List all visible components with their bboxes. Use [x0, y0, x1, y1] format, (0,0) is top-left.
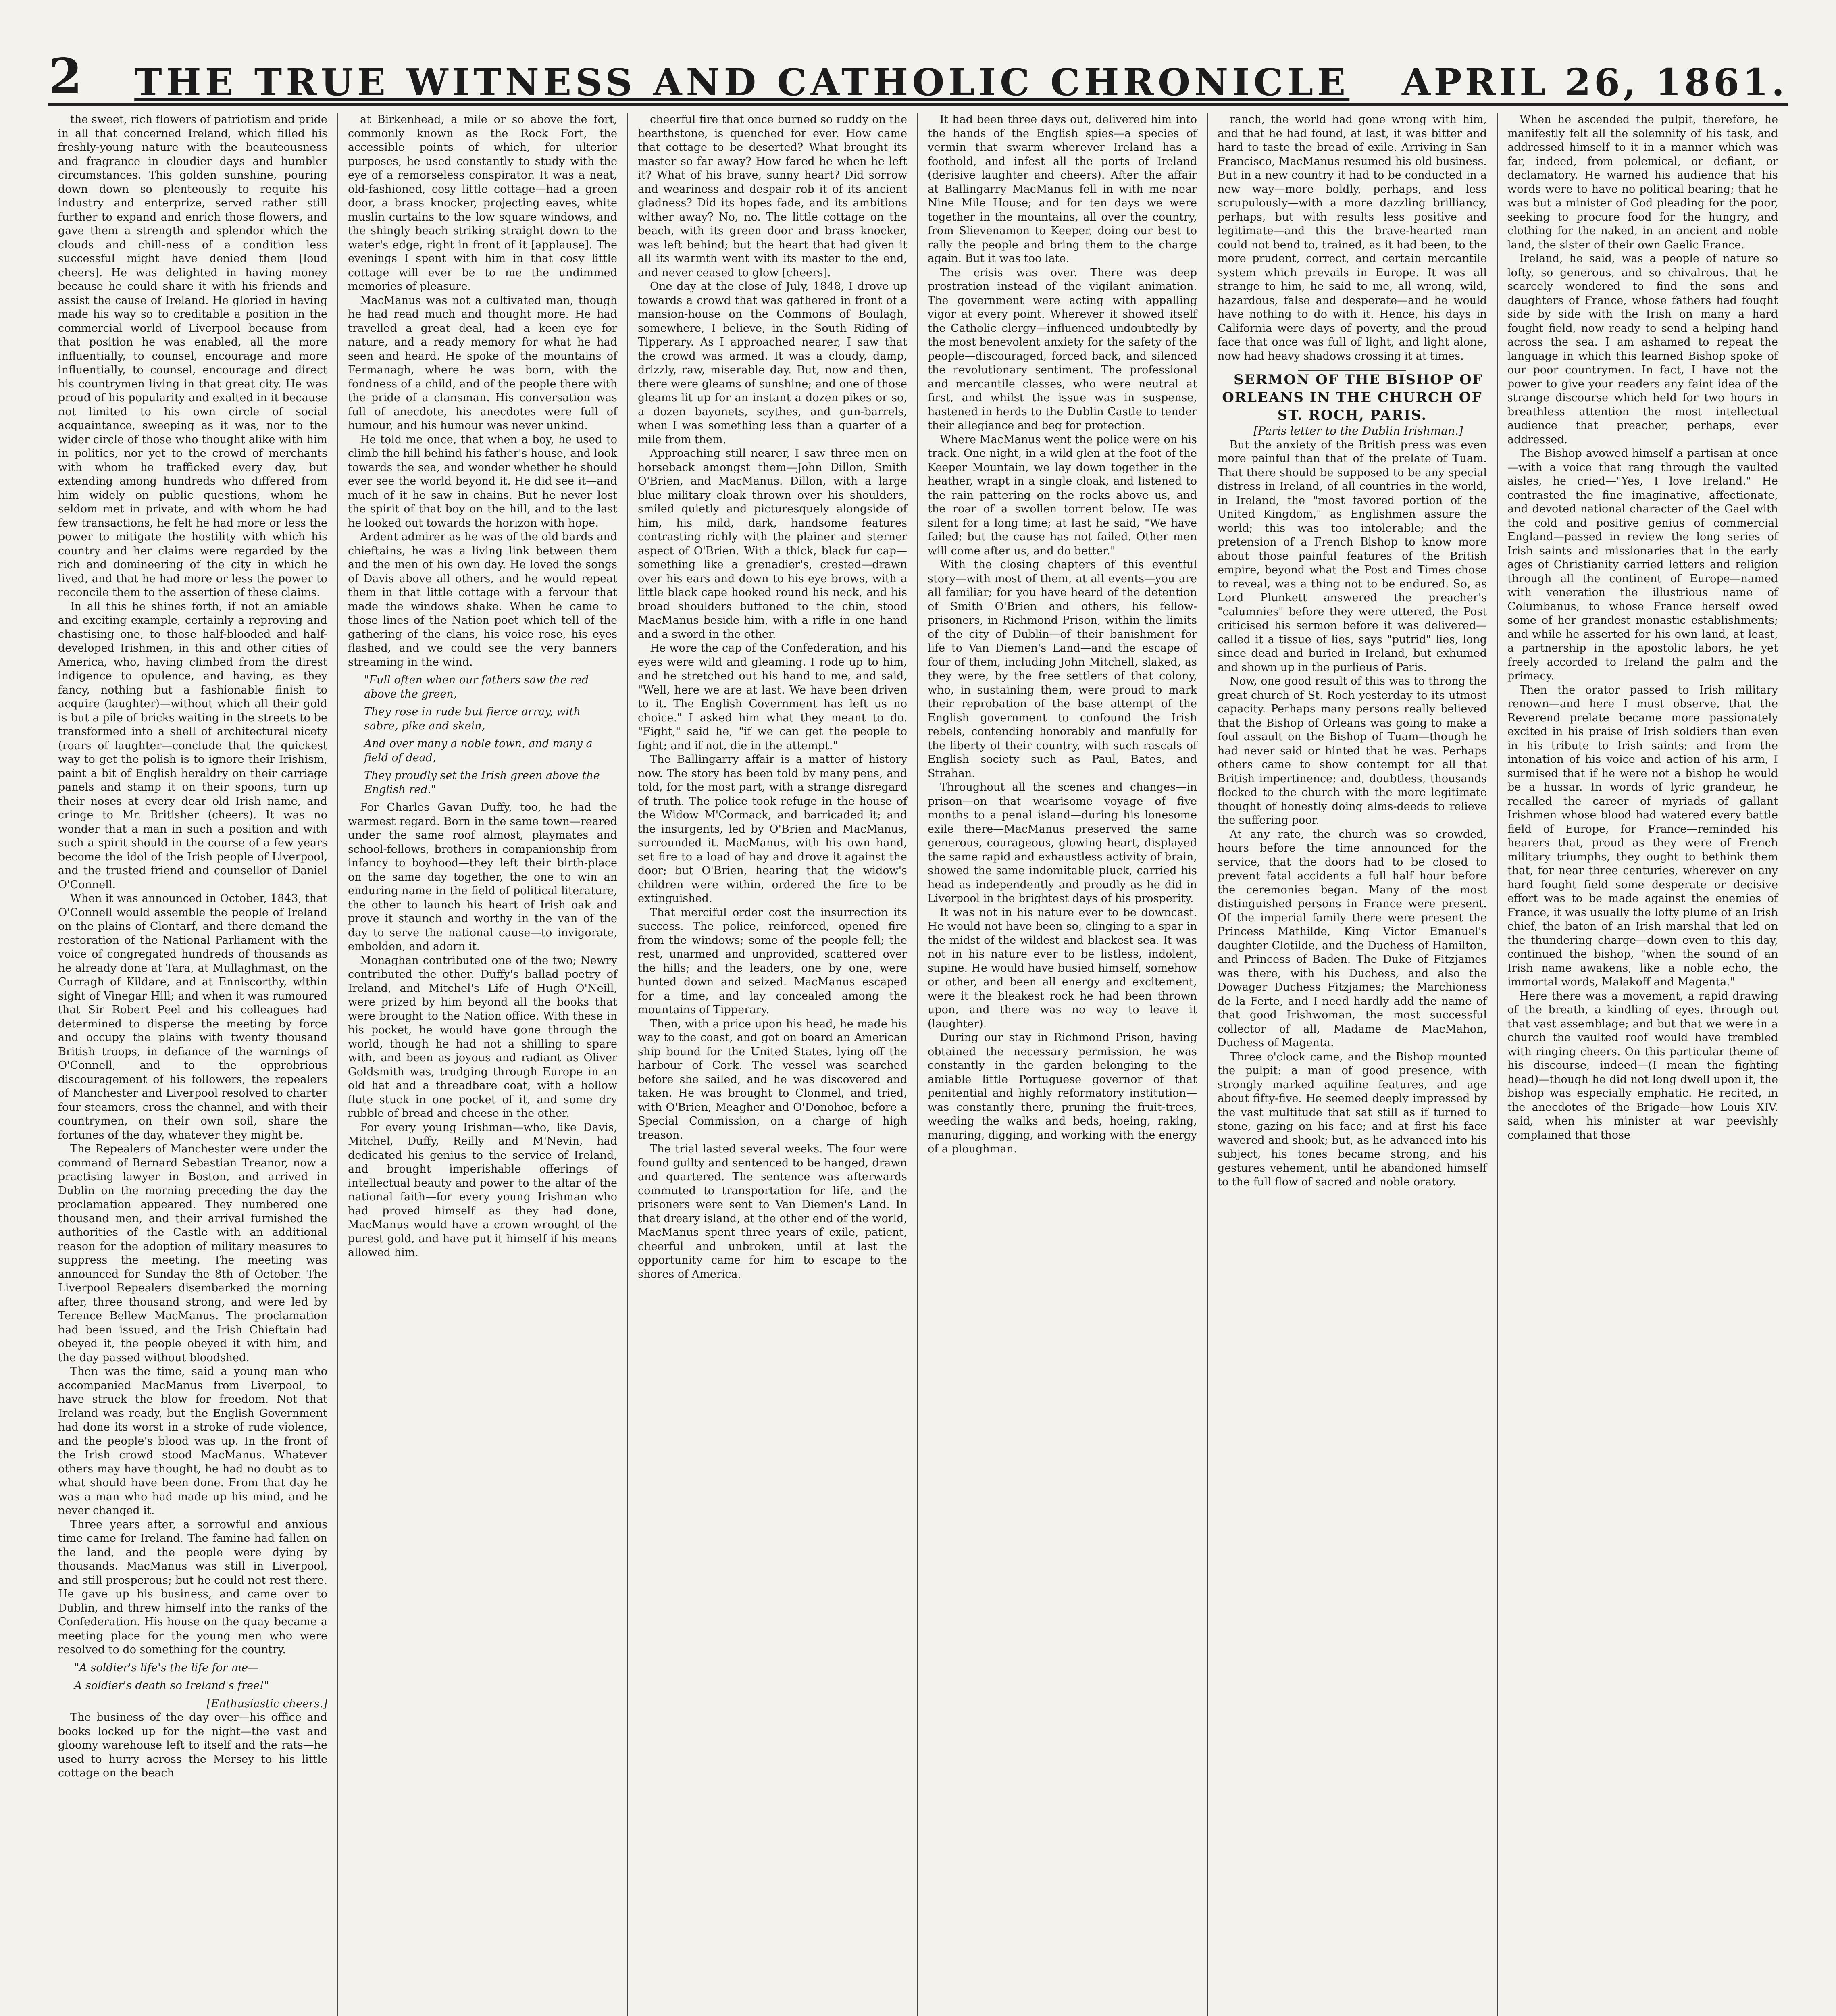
column-6	[1498, 113, 1788, 2016]
verse-line: "A soldier's life's the life for me—	[74, 1661, 259, 1674]
paragraph: The Ballingarry affair is a matter of history now. The story has been told by many pens, and told, for the most part, with a strange disregard of truth. The police took refuge in the house of the Widow M'Cormack, and barricaded it; and the insurgents, led by O'Brien and MacManus, surrounded it. MacManus, with his own hand, set fire to a load of hay and drove it against the door; but O'Brien, hearing that the widow's children were within, ordered the fire to be extinguished.	[638, 753, 907, 905]
paragraph: Three o'clock came, and the Bishop mounted the pulpit: a man of good presence, with strongly marked aquiline features, and age about fifty-five. He seemed deeply impressed by the vast multitude that sat still as if turned to stone, gazing on his face; and at first his face wavered and shook; but, as he advanced into his subject, his tones became strong, and his gestures vehement, until he abandoned himself to the full flow of sacred and noble oratory.	[1218, 1050, 1487, 1188]
paragraph: Then the orator passed to Irish military renown—and here I must observe, that the Reverend prelate became more passionately excited in his praise of Irish soldiers than even in his tribute to Irish saints; and from the intonation of his voice and action of his arm, I surmised that if he were not a bishop he would be a hussar. In words of lyric grandeur, he recalled the career of myriads of gallant Irishmen whose blood had watered every battle field of Europe, for France—reminded his hearers that, proud as they were of French military triumphs, they ought to bethink them that, for near three centuries, wherever on any hard fought field some desperate or decisive effort was to be made against the enemies of France, it was usually the lofty plume of an Irish chief, the baton of an Irish marshal that led on the thundering charge—down even to this day, continued the bishop, "when the sound of an Irish name awakens, like a noble echo, the immortal words, Malakoff and Magenta."	[1507, 683, 1778, 988]
paragraph: Three years after, a sorrowful and anxious time came for Ireland. The famine had fallen on the land, and the people were dying by thousands. MacManus was still in Liverpool, and still prosperous; but he could not rest there. He gave up his business, and came over to Dublin, and threw himself into the ranks of the Confederation. His house on the quay became a meeting place for the young men who were resolved to do something for the country.	[58, 1518, 327, 1656]
sermon-headline: SERMON OF THE BISHOP OF ORLEANS IN THE CHURCH OF ST. ROCH, PARIS.	[1222, 372, 1483, 423]
paragraph: The crisis was over. There was deep prostration instead of the vigilant animation. The government were acting with appalling vigor at every point. Wherever it showed itself the Catholic clergy—influenced undoubtedly by the most benevolent anxiety for the safety of the people—discouraged, forced back, and silenced the revolutionary sentiment. The professional and mercantile classes, who were neutral at first, and whilst the issue was in suspense, hastened in herds to the Dublin Castle to tender their allegiance and beg for protection.	[928, 266, 1197, 432]
reaction-note: [Enthusiastic cheers.]	[206, 1697, 327, 1710]
verse-line: A soldier's death so Ireland's free!"	[74, 1679, 269, 1692]
verse-line: And over many a noble town, and many a field of dead,	[364, 737, 593, 764]
paragraph: For Charles Gavan Duffy, too, he had the warmest regard. Born in the same town—reared under the same roof almost, playmates and school-fellows, brothers in companionship from infancy to boyhood—they left their birth-place on the same day together, the one to win an enduring name in the field of political literature, the other to launch his heart of Irish oak and prove it staunch and worthy in the van of the day to serve the national cause—to invigorate, embolden, and adorn it.	[348, 801, 617, 953]
paragraph: Here there was a movement, a rapid drawing of the breath, a kindling of eyes, through out that vast assemblage; and but that we were in a church the vaulted roof would have trembled with ringing cheers. On this particular theme of his discourse, indeed—(I mean the fighting head)—though he did not long dwell upon it, the bishop was especially emphatic. He recited, in the anecdotes of the Brigade—how Louis XIV. said, when his minister at war peevishly complained that those	[1507, 989, 1778, 1141]
paragraph: The trial lasted several weeks. The four were found guilty and sentenced to be hanged, drawn and quartered. The sentence was afterwards commuted to transportation for life, and the prisoners were sent to Van Diemen's Land. In that dreary island, at the other end of the world, MacManus spent three years of exile, patient, cheerful and unbroken, until at last the opportunity came for him to escape to the shores of America.	[638, 1143, 907, 1281]
paragraph: At any rate, the church was so crowded, hours before the time announced for the service, that the doors had to be closed to prevent fatal accidents a full half hour before the ceremonies began. Many of the most distinguished persons in France were present. Of the imperial family there were present the Princess Mathilde, King Victor Emanuel's daughter Clotilde, and the Duchess of Hamilton, and Princess of Baden. The Duke of Fitzjames was there, with his Duchess, and also the Dowager Duchess Fitzjames; the Marchioness de la Ferte, and I need hardly add the name of that good Irishwoman, the most successful collector of all, Madame de MacMahon, Duchess of Magenta.	[1218, 828, 1487, 1049]
paragraph: the sweet, rich flowers of patriotism and pride in all that concerned Ireland, which filled his freshly-young nature with the beauteousness and fragrance in cloudier days and humbler circumstances. This golden sunshine, pouring down down so plenteously to requite his industry and enterprize, served rather still further to expand and enrich those flowers, and gave them a strength and splendor which the clouds and chill-ness of a condition less successful might have denied them [loud cheers]. He was delighted in having money because he could share it with his friends and assist the cause of Ireland. He gloried in having made his way so to creditable a position in the commercial world of Liverpool because from that position he was enabled, all the more influentially, to counsel, encourage and more influentially, to counsel, encourage and direct his countrymen living in that great city. He was proud of his popularity and exalted in it because not limited to his own circle of social acquaintance, sweeping as it was, nor to the wider circle of those who thought alike with him in politics, nor yet to the crowd of merchants with whom he trafficked every day, but extending among hundreds who differed from him widely on public questions, whom he seldom met in private, and with whom he had few transactions, he felt he had more or less the power to mitigate the hostility with which his country and her claims were regarded by the rich and domineering of the city in which he lived, and that he had more or less the power to reconcile them to the assertion of these claims.	[58, 113, 327, 599]
paragraph: When it was announced in October, 1843, that O'Connell would assemble the people of Ireland on the plains of Clontarf, and there demand the restoration of the National Parliament with the voice of congregated hundreds of thousands as he already done at Tara, at Mullaghmast, on the Curragh of Kildare, and at Enniscorthy, within sight of Vinegar Hill; and when it was rumoured that Sir Robert Peel and his colleagues had determined to disperse the meeting by force and occupy the plains with twenty thousand British troops, in defiance of the warnings of O'Connell, and to the opprobrious discouragement of his followers, the repealers of Manchester and Liverpool resolved to charter four steamers, cross the channel, and with their countrymen, on their own soil, share the fortunes of the day, whatever they might be.	[58, 892, 327, 1141]
newspaper-page	[48, 48, 1788, 2016]
paragraph: During our stay in Richmond Prison, having obtained the necessary permission, he was constantly in the garden belonging to the amiable little Portuguese governor of that penitential and highly reformatory institution—was constantly there, pruning the fruit-trees, weeding the walks and beds, hoeing, raking, manuring, digging, and working with the energy of a ploughman.	[928, 1031, 1197, 1155]
paragraph: In all this he shines forth, if not an amiable and exciting example, certainly a reproving and chastising one, to those half-blooded and half-developed Irishmen, in this and other cities of America, who, having climbed from the direst indigence to opulence, and having, as they fancy, nothing but a fashionable finish to acquire (laughter)—without which all their gold is but a pile of bricks waiting in the streets to be transformed into a shell of architectural nicety (roars of laughter—conclude that the quickest way to get the polish is to ignore their Irishism, paint a bit of English heraldry on their carriage panels and stamp it on their spoons, turn up their noses at every dear old Irish name, and cringe to Mr. Britisher (cheers). It was no wonder that a man in such a position and with such a spirit should in the course of a few years become the idol of the Irish people of Liverpool, and the trusted friend and counsellor of Daniel O'Connell.	[58, 600, 327, 891]
article-columns	[48, 113, 1788, 2016]
column-4	[918, 113, 1208, 2016]
masthead	[48, 48, 1788, 106]
paragraph: But the anxiety of the British press was even more painful than that of the prelate of Tuam. That there should be supposed to be any special distress in Ireland, of all countries in the world, in Ireland, the "most favored portion of the United Kingdom," as Englishmen assure the world; this was too intolerable; and the pretension of a French Bishop to know more about those painful features of the British empire, beyond what the Post and Times chose to reveal, was a thing not to be endured. So, as Lord Plunkett answered the preacher's "calumnies" before they were uttered, the Post criticised his sermon before it was delivered—called it a tissue of lies, says "putrid" lies, long since dead and buried in Ireland, but exhumed and shown up in the purlieus of Paris.	[1218, 438, 1487, 674]
paragraph: Throughout all the scenes and changes—in prison—on that wearisome voyage of five months to a penal island—during his lonesome exile there—MacManus preserved the same generous, courageous, glowing heart, displayed the same rapid and exhaustless activity of brain, showed the same indomitable pluck, carried his head as independently and proudly as he did in Liverpool in the brightest days of his prosperity.	[928, 781, 1197, 905]
paragraph: The Repealers of Manchester were under the command of Bernard Sebastian Treanor, now a practising lawyer in Boston, and arrived in Dublin on the morning preceding the day the proclamation appeared. They numbered one thousand men, and their arrival furnished the authorities of the Castle with an additional reason for the adoption of military measures to suppress the meeting. The meeting was announced for Sunday the 8th of October. The Liverpool Repealers disembarked the morning after, three thousand strong, and were led by Terence Bellew MacManus. The proclamation had been issued, and the Irish Chieftain had obeyed it, the people obeyed it with him, and the day passed without bloodshed.	[58, 1143, 327, 1364]
paragraph: That merciful order cost the insurrection its success. The police, reinforced, opened fire from the windows; some of the people fell; the rest, unarmed and unprovided, scattered over the hills; and the leaders, one by one, were hunted down and seized. MacManus escaped for a time, and lay concealed among the mountains of Tipperary.	[638, 906, 907, 1016]
paragraph: Now, one good result of this was to throng the great church of St. Roch yesterday to its utmost capacity. Perhaps many persons really believed that the Bishop of Orleans was going to make a foul assault on the Bishop of Tuam—though he had never said or hinted that he was. Perhaps others came to show contempt for all that British impertinence; and, doubtless, thousands flocked to the church with the more legitimate thought of honestly doing alms-deeds to relieve the suffering poor.	[1218, 675, 1487, 827]
paragraph: For every young Irishman—who, like Davis, Mitchel, Duffy, Reilly and M'Nevin, had dedicated his genius to the service of Ireland, and brought imperishable offerings of intellectual beauty and power to the altar of the national faith—for every young Irishman who had proved himself as they had done, MacManus would have a crown wrought of the purest gold, and have put it himself if his means allowed him.	[348, 1121, 617, 1259]
paragraph: cheerful fire that once burned so ruddy on the hearthstone, is quenched for ever. How came that cottage to be deserted? What brought its master so far away? How fared he when he left it? What of his brave, sunny heart? Did sorrow and weariness and despair rob it of its ancient gladness? Did its hopes fade, and its ambitions wither away? No, no. The little cottage on the beach, with its green door and brass knocker, was left behind; but the heart that had given it all its warmth went with its master to the end, and never ceased to glow [cheers].	[638, 113, 907, 279]
paragraph: MacManus was not a cultivated man, though he had read much and thought more. He had travelled a great deal, had a keen eye for nature, and a ready memory for what he had seen and heard. He spoke of the mountains of Fermanagh, where he was born, with the fondness of a child, and of the people there with the pride of a clansman. His conversation was full of anecdote, his anecdotes were full of humour, and his humour was never unkind.	[348, 294, 617, 432]
paragraph: Then was the time, said a young man who accompanied MacManus from Liverpool, to have struck the blow for freedom. Not that Ireland was ready, but the English Government had done its worst in a stroke of rude violence, and the people's blood was up. In the front of the Irish crowd stood MacManus. Whatever others may have thought, he had no doubt as to what should have been done. From that day he was a man who had made up his mind, and he never changed it.	[58, 1365, 327, 1517]
paragraph: The Bishop avowed himself a partisan at once—with a voice that rang through the vaulted aisles, he cried—"Yes, I love Ireland." He contrasted the fine imaginative, affectionate, and devoted national character of the Gael with the cold and positive genius of commercial England—passed in review the long series of Irish saints and missionaries that in the early ages of Christianity carried letters and religion through all the continent of Europe—named with veneration the illustrious name of Columbanus, to whose France herself owed some of her grandest monastic establishments; and while he asserted for his own land, at least, a partnership in the apostolic labors, he yet freely accorded to Ireland the palm and the primacy.	[1507, 447, 1778, 682]
verse-line: They proudly set the Irish green above the English red."	[364, 769, 600, 796]
paragraph: Monaghan contributed one of the two; Newry contributed the other. Duffy's ballad poetry of Ireland, and Mitchel's Life of Hugh O'Neill, were prized by him beyond all the books that were brought to the Nation office. With these in his pocket, he would have gone through the world, though he had not a shilling to spare with, and been as joyous and radiant as Oliver Goldsmith was, trudging through Europe in an old hat and a threadbare coat, with a hollow flute stuck in one pocket of it, and some dry rubble of bread and cheese in the other.	[348, 954, 617, 1120]
verse-line: "Full often when our fathers saw the red above the green,	[364, 674, 589, 700]
paragraph: He wore the cap of the Confederation, and his eyes were wild and gleaming. I rode up to him, and he stretched out his hand to me, and said, "Well, here we are at last. We have been driven to it. The English Government has left us no choice." I asked him what they meant to do. "Fight," said he, "if we can get the people to fight; and if not, die in the attempt."	[638, 642, 907, 752]
paragraph: at Birkenhead, a mile or so above the fort, commonly known as the Rock Fort, the accessible points of which, for ulterior purposes, he used constantly to study with the eye of a remorseless conspirator. It was a neat, old-fashioned, cosy little cottage—had a green door, a brass knocker, projecting eaves, white muslin curtains to the low square windows, and the shingly beach striking straight down to the water's edge, right in front of it [applause]. The evenings I spent with him in that cosy little cottage will ever be to me the undimmed memories of pleasure.	[348, 113, 617, 293]
column-3	[628, 113, 918, 2016]
issue-date: APRIL 26, 1861.	[1402, 60, 1788, 104]
paragraph: Then, with a price upon his head, he made his way to the coast, and got on board an American ship bound for the United States, lying off the harbour of Cork. The vessel was searched before she sailed, and he was discovered and taken. He was brought to Clonmel, and tried, with O'Brien, Meagher and O'Donohoe, before a Special Commission, on a charge of high treason.	[638, 1017, 907, 1141]
paragraph: One day at the close of July, 1848, I drove up towards a crowd that was gathered in front of a mansion-house on the Commons of Boulagh, somewhere, I believe, in the South Riding of Tipperary. As I approached nearer, I saw that the crowd was armed. It was a cloudy, damp, drizzly, raw, miserable day. But, now and then, there were gleams of sunshine; and one of those gleams lit up for an instant a dozen pikes or so, a dozen bayonets, scythes, and gun-barrels, when I was something less than a quarter of a mile from them.	[638, 280, 907, 446]
paragraph: It had been three days out, delivered him into the hands of the English spies—a species of vermin that swarm wherever Ireland has a foothold, and infest all the ports of Ireland (derisive laughter and cheers). After the affair at Ballingarry MacManus fell in with me near Nine Mile House; and for ten days we were together in the mountains, all over the country, from Slievenamon to Keeper, doing our best to rally the people and bring them to the charge again. But it was too late.	[928, 113, 1197, 265]
paragraph: Ireland, he said, was a people of nature so lofty, so generous, and so chivalrous, that he scarcely wondered to find the sons and daughters of France, whose fathers had fought side by side with the Irish on many a hard fought field, now ready to send a helping hand across the sea. I am ashamed to repeat the language in which this learned Bishop spoke of our poor countrymen. In fact, I have not the power to give your readers any faint idea of the strange discourse which held for two hours in breathless attention the most intellectual audience that preacher, perhaps, ever addressed.	[1507, 252, 1778, 446]
verse-line: They rose in rude but fierce array, with sabre, pike and skein,	[364, 706, 581, 732]
sermon-source: [Paris letter to the Dublin Irishman.]	[1253, 424, 1463, 437]
paragraph: He told me once, that when a boy, he used to climb the hill behind his father's house, and look towards the sea, and wonder whether he should ever see the world beyond it. He did see it—and much of it he saw in chains. But he never lost the spirit of that boy on the hill, and to the last he looked out towards the horizon with hope.	[348, 433, 617, 529]
paragraph: Where MacManus went the police were on his track. One night, in a wild glen at the foot of the Keeper Mountain, we lay down together in the heather, wrapt in a single cloak, and listened to the rain pattering on the rocks above us, and the roar of a swollen torrent below. He was silent for a long time; at last he said, "We have failed; but the cause has not failed. Other men will come after us, and do better."	[928, 433, 1197, 557]
paragraph: ranch, the world had gone wrong with him, and that he had found, at last, it was bitter and hard to taste the bread of exile. Arriving in San Francisco, MacManus resumed his old business. But in a new country it had to be conducted in a new way—more boldly, perhaps, and less scrupulously—with a more dazzling brilliancy, perhaps, but with results less positive and legitimate—and this the brave-hearted man could not bend to, trained, as it had been, to the more prudent, correct, and certain mercantile system which prevails in Europe. It was all strange to him, he said to me, all wrong, wild, hazardous, false and desperate—and he would have nothing to do with it. Hence, his days in California were days of poverty, and the proud face that once was full of light, and light alone, now had heavy shadows crossing it at times.	[1218, 113, 1487, 362]
column-2	[338, 113, 628, 2016]
paragraph: It was not in his nature ever to be downcast. He would not have been so, clinging to a spar in the midst of the wildest and blackest sea. It was not in his nature ever to be listless, indolent, supine. He would have busied himself, somehow or other, and been all energy and excitement, were it the bleakest rock he had been thrown upon, and there was no way to leave it (laughter).	[928, 906, 1197, 1030]
column-1	[48, 113, 338, 2016]
paragraph: The business of the day over—his office and books locked up for the night—the vast and gloomy warehouse left to itself and the rats—he used to hurry across the Mersey to his little cottage on the beach	[58, 1711, 327, 1779]
paragraph: When he ascended the pulpit, therefore, he manifestly felt all the solemnity of his task, and addressed himself to it in a manner which was far, indeed, from polemical, or defiant, or declamatory. He warned his audience that his words were to have no political bearing; that he was but a minister of God pleading for the poor, seeking to procure food for the hungry, and clothing for the naked, in an ancient and noble land, the sister of their own Gaelic France.	[1507, 113, 1778, 251]
paragraph: Approaching still nearer, I saw three men on horseback amongst them—John Dillon, Smith O'Brien, and MacManus. Dillon, with a large blue military cloak thrown over his shoulders, smiled quietly and picturesquely alongside of him, his mild, dark, handsome features contrasting richly with the plainer and sterner aspect of O'Brien. With a thick, black fur cap—something like a grenadier's, crested—drawn over his ears and down to his eye brows, with a little black cape hooked round his neck, and his broad shoulders buttoned to the chin, stood MacManus beside him, with a rifle in one hand and a sword in the other.	[638, 447, 907, 641]
column-5	[1208, 113, 1498, 2016]
page-number: 2	[48, 48, 82, 105]
paragraph: With the closing chapters of this eventful story—with most of them, at all events—you are all familiar; for you have heard of the detention of Smith O'Brien and others, his fellow-prisoners, in Richmond Prison, within the limits of the city of Dublin—of their banishment for life to Van Diemen's Land—and the escape of four of them, including John Mitchell, slaked, as they were, by the free settlers of that colony, who, in sustaining them, were proud to mark their reprobation of the base attempt of the English government to confound the Irish rebels, contending honorably and manfully for the liberty of their country, with such rascals of English society such as Paul, Bates, and Strahan.	[928, 558, 1197, 780]
newspaper-title: THE TRUE WITNESS AND CATHOLIC CHRONICLE	[134, 60, 1350, 104]
paragraph: Ardent admirer as he was of the old bards and chieftains, he was a living link between them and the men of his own day. He loved the songs of Davis above all others, and he would repeat them in that little cottage with a fervour that made the windows shake. When he came to those lines of the Nation poet which tell of the gathering of the clans, his voice rose, his eyes flashed, and we could see the very banners streaming in the wind.	[348, 531, 617, 669]
